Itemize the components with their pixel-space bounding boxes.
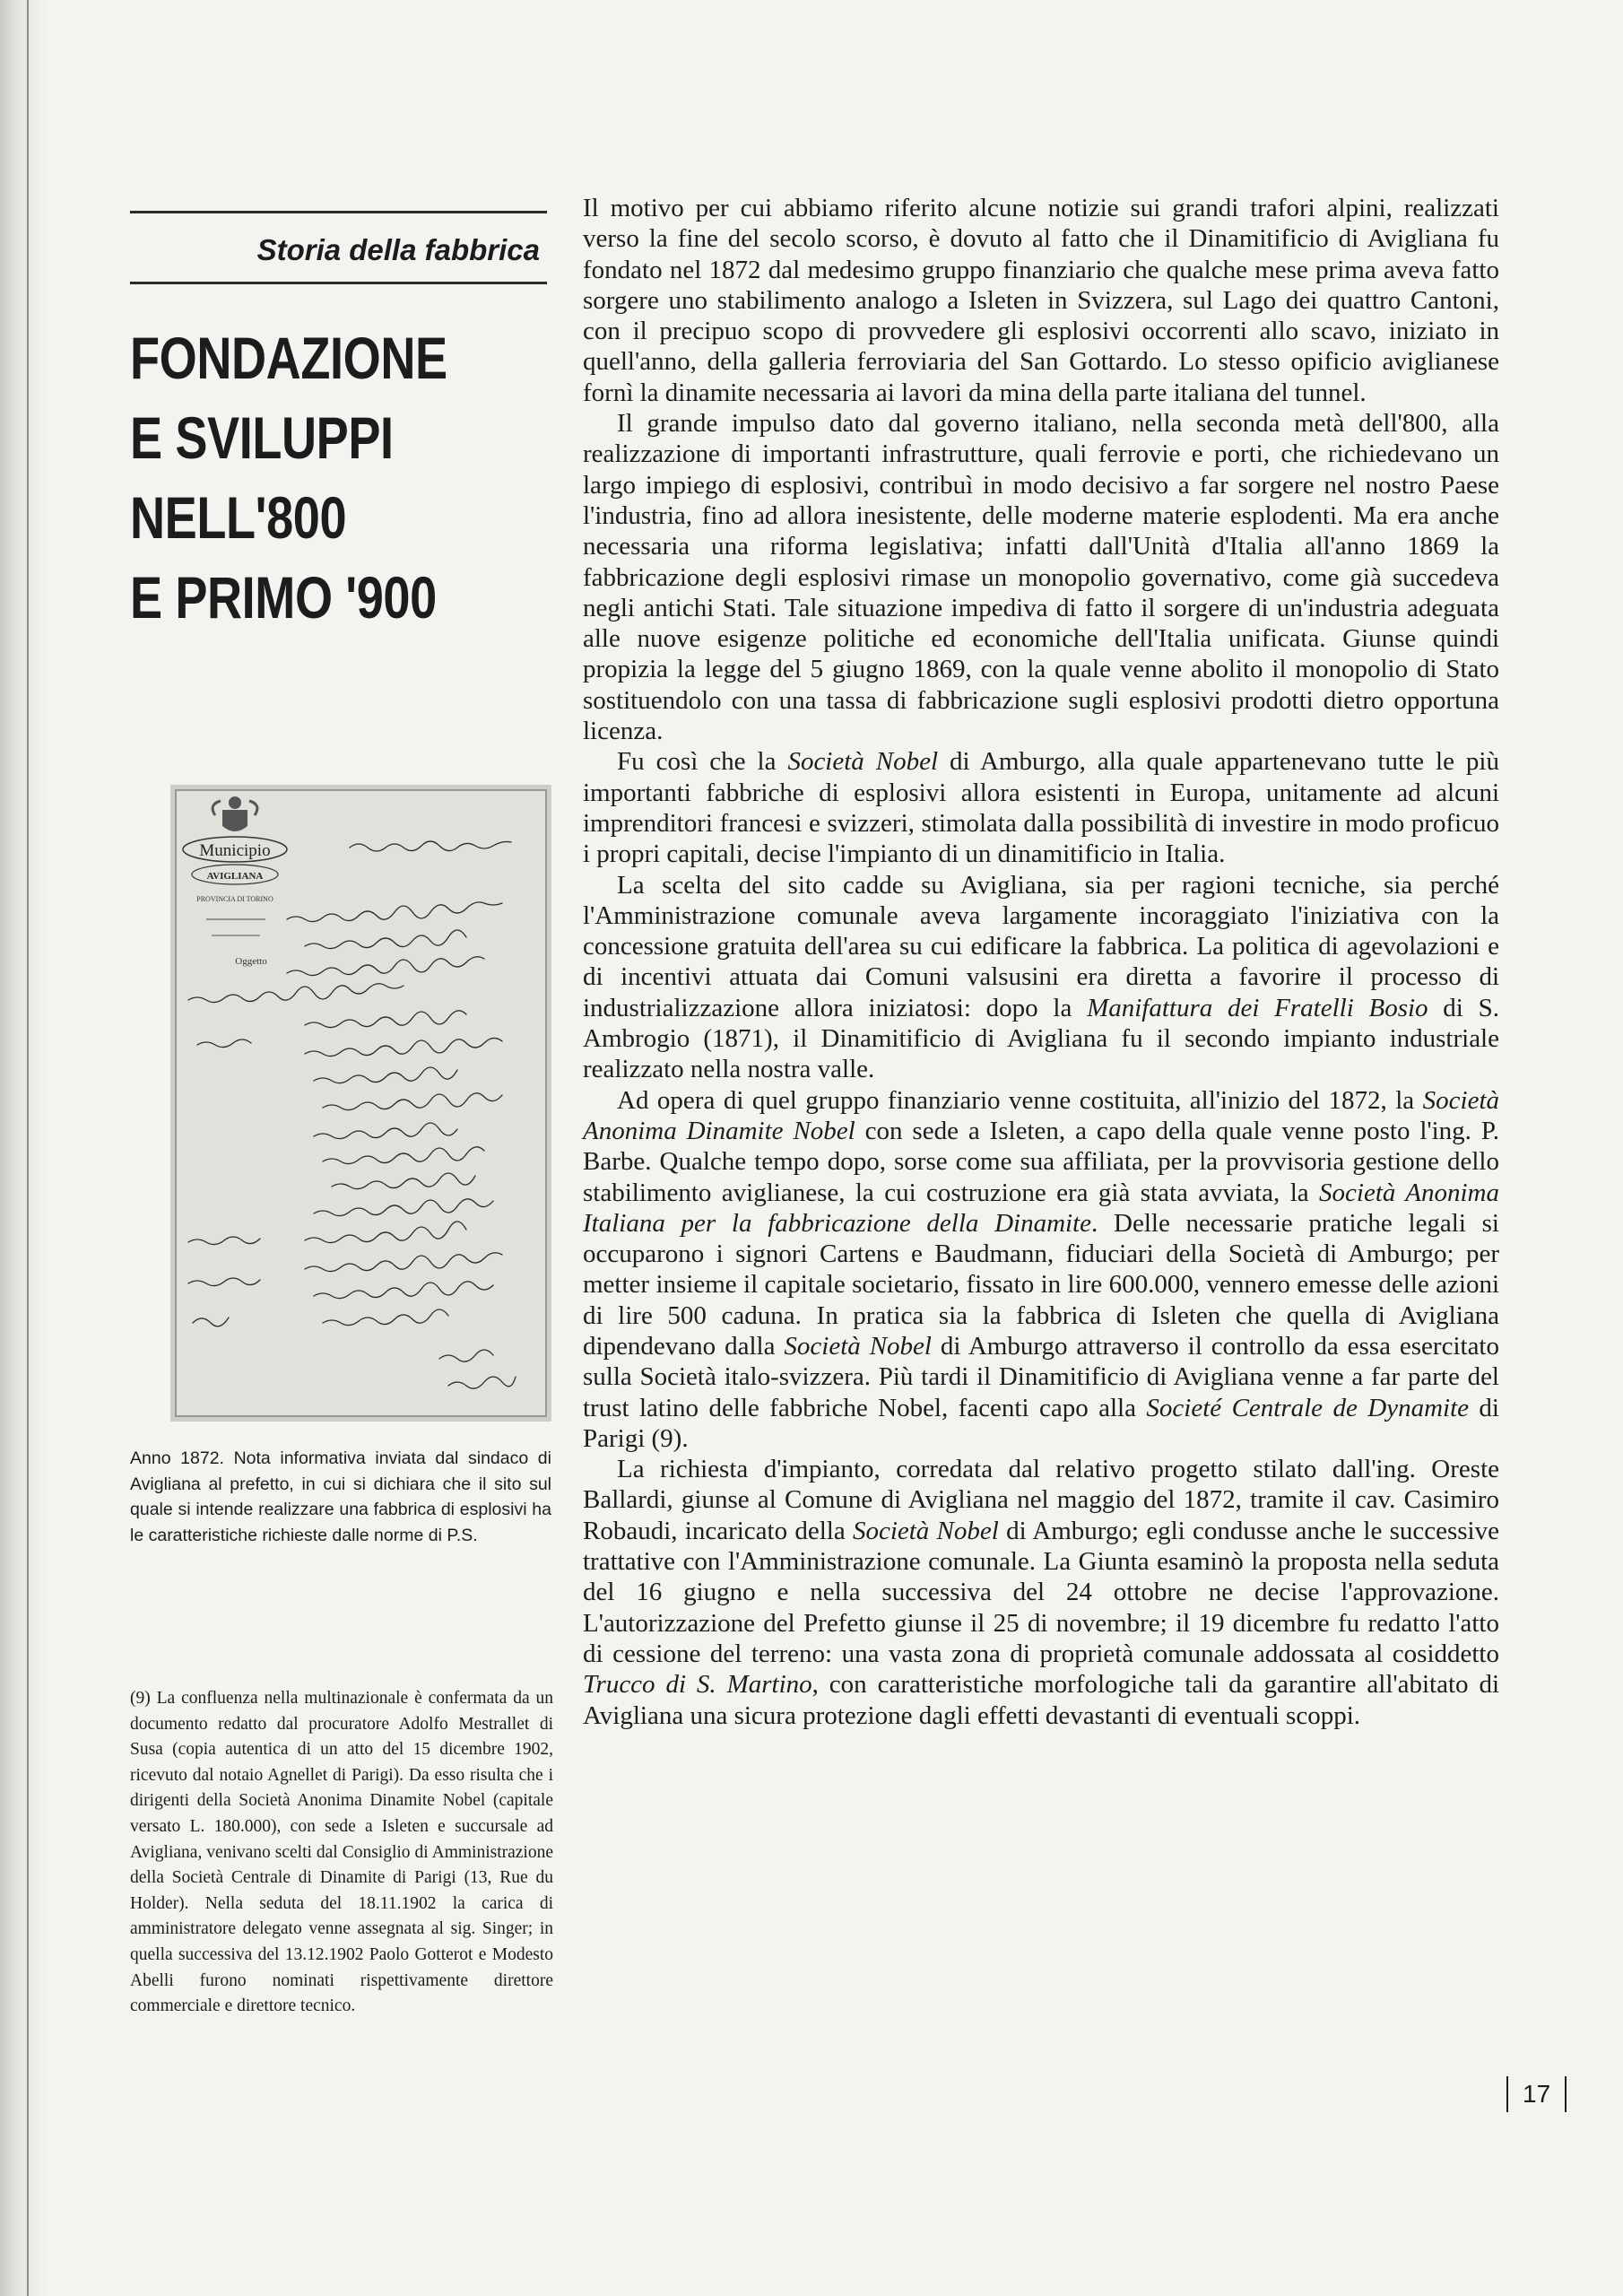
section-title: Storia della fabbrica [256, 233, 540, 266]
paragraph: Il motivo per cui abbiamo riferito alcune notizie sui grandi trafori alpini, realizzati verso la fine del secolo scorso, è dovuto al fatto che il Dinamitificio di Avigliana fu fondato nel 1872 dal medesimo gruppo finanziario che qualche mese prima aveva fatto sorgere uno stabilimento analogo a Isleten in Svizzera, sul Lago dei quattro Cantoni, con il precipuo scopo di provvedere gli esplosivi occorrenti allo scavo, iniziato in quell'anno, della galleria ferroviaria del San Gottardo. Lo stesso opificio aviglianese fornì la dinamite necessaria ai lavori da mina della parte italiana del tunnel. [583, 194, 1499, 407]
footnote-text: La confluenza nella multinazionale è confermata da un documento redatto dal procuratore Adolfo Mestrallet di Susa (copia autentica di un atto del 15 dicembre 1902, ricevuto dal notaio Agnellet di Parigi). Da esso risulta che i dirigenti della Società Anonima Dinamite Nobel (capitale versato L. 180.000), con sede a Isleten e succursale ad Avigliana, venivano scelti dal Consiglio di Amministrazione della Società Centrale di Dinamite di Parigi (13, Rue du Holder). Nella seduta del 18.11.1902 la carica di amministratore delegato venne assegnata al sig. Singer; in quella successiva del 13.12.1902 Paolo Gotterot e Modesto Abelli furono nominati rispettivamente direttore commerciale e direttore tecnico. [130, 1689, 553, 2016]
paragraph: Ad opera di quel gruppo finanziario venne costituita, all'inizio del 1872, la Società Anonima Dinamite Nobel con sede a Isleten, a capo della quale venne posto l'ing. P. Barbe. Qualche tempo dopo, sorse come sua affiliata, per la provvisoria gestione dello stabilimento aviglianese, la cui costruzione era già stata avviata, la Società Anonima Italiana per la fabbricazione della Dinamite. Delle necessarie pratiche legali si occuparono i signori Cartens e Baudmann, fiduciari della Società di Amburgo; per metter insieme il capitale societario, fissato in lire 600.000, vennero emesse delle azioni di lire 500 caduna. In pratica sia la fabbrica di Isleten che quella di Avigliana dipendevano dalla Società Nobel di Amburgo attraverso il controllo da essa esercitato sulla Società italo-svizzera. Più tardi il Dinamitificio di Avigliana venne a far parte del trust latino delle fabbriche Nobel, facenti capo alla Societé Centrale de Dynamite di Parigi (9). [583, 1085, 1500, 1453]
figure-caption: Anno 1872. Nota informativa inviata dal sindaco di Avigliana al prefetto, in cui si dichiara che il sito sul quale si intende realizzare una fabbrica di esplosivi ha le caratteristiche richieste dalle norme di P.S. [130, 1448, 551, 1545]
footnote [130, 1686, 553, 2020]
italic-text: Società Anonima Italiana per la fabbricazione della Dinamite [583, 1178, 1499, 1238]
italic-text: Manifattura dei Fratelli Bosio [1087, 993, 1428, 1022]
italic-text: Trucco di S. Martino [583, 1670, 812, 1700]
footnote-marker: (9) [130, 1689, 151, 1708]
paragraph: Fu così che la Società Nobel di Amburgo, alla quale appartenevano tutte le più importanti fabbriche di esplosivi allora esistenti in Europa, unitamente ad alcuni imprenditori francesi e svizzeri, stimolata dalla possibilità di investire in modo proficuo i propri capitali, decise l'impianto di un dinamitificio in Italia. [583, 747, 1499, 869]
title-line: E SVILUPPI [130, 404, 394, 471]
historical-letter-photo [170, 785, 551, 1422]
page-number-bar-right [1565, 2076, 1567, 2112]
paragraph: La richiesta d'impianto, corredata dal relativo progetto stilato dall'ing. Oreste Ballardi, giunse al Comune di Avigliana nel maggio del 1872, tramite il cav. Casimiro Robaudi, incaricato della Società Nobel di Amburgo; egli condusse anche le successive trattative con l'Amministrazione comunale. La Giunta esaminò la proposta nella seduta del 16 giugno e nella successiva del 24 ottobre ne decise l'approvazione. L'autorizzazione del Prefetto giunse il 25 di novembre; il 19 dicembre fu redatto l'atto di cessione del terreno: una vasta zona di proprietà comunale addossata al cosiddetto Trucco di S. Martino, con caratteristiche morfologiche tali da garantire all'abitato di Avigliana una sicura protezione dagli effetti devastanti di eventuali scoppi. [583, 1455, 1499, 1730]
title-line: NELL'800 [130, 484, 347, 551]
page-number: 17 [1523, 2080, 1551, 2108]
letterhead-town: AVIGLIANA [206, 871, 264, 882]
letterhead-municipio: Municipio [199, 841, 271, 860]
page-number-box [1506, 2074, 1567, 2114]
page-binding-edge [27, 0, 29, 2296]
left-column [130, 211, 547, 638]
title-line: FONDAZIONE [130, 325, 447, 391]
letterhead-subject: Oggetto [235, 956, 267, 967]
article-body [583, 193, 1499, 1731]
page-title [130, 318, 547, 638]
italic-text: Società Nobel [784, 1331, 932, 1361]
paragraph: Il grande impulso dato dal governo italiano, nella seconda metà dell'800, alla realizzazione di importanti infrastrutture, quali ferrovie e porti, che richiedevano un largo impiego di esplosivi, contribuì in modo decisivo a far sorgere nel nostro Paese l'industria, fino ad allora inesistente, delle moderne materie esplodenti. Ma era anche necessaria una riforma legislativa; infatti dall'Unità d'Italia all'anno 1869 la fabbricazione degli esplosivi rimase un monopolio governativo, come già succedeva negli antichi Stati. Tale situazione impediva di fatto il sorgere di un'industria adeguata alle nuove esigenze politiche ed economiche dell'Italia unificata. Giunse quindi propizia la legge del 5 giugno 1869, con la quale venne abolito il monopolio di Stato sostituendolo con una tassa di fabbricazione sugli esplosivi prodotti dietro opportuna licenza. [583, 409, 1499, 746]
page-binding-shadow [0, 0, 49, 2296]
italic-text: Società Nobel [787, 747, 939, 777]
section-rule-bottom [130, 282, 547, 284]
paragraph: La scelta del sito cadde su Avigliana, sia per ragioni tecniche, sia perché l'Amministrazione comunale aveva largamente incoraggiato l'iniziativa con la concessione gratuita dell'area su cui edificare la fabbrica. La politica di agevolazioni e di incentivi attuata dai Comuni valsusini era diretta a favorire il processo di industrializzazione allora iniziatosi: dopo la Manifattura dei Fratelli Bosio di S. Ambrogio (1871), il Dinamitificio di Avigliana fu il secondo impianto industriale realizzato nella nostra valle. [583, 870, 1499, 1084]
title-line: E PRIMO '900 [130, 564, 437, 631]
letterhead-province: PROVINCIA DI TORINO [196, 895, 273, 903]
italic-text: Società Nobel [852, 1516, 999, 1545]
italic-text: Societé Centrale de Dynamite [1146, 1393, 1470, 1422]
italic-text: Società Anonima Dinamite Nobel [583, 1085, 1499, 1145]
